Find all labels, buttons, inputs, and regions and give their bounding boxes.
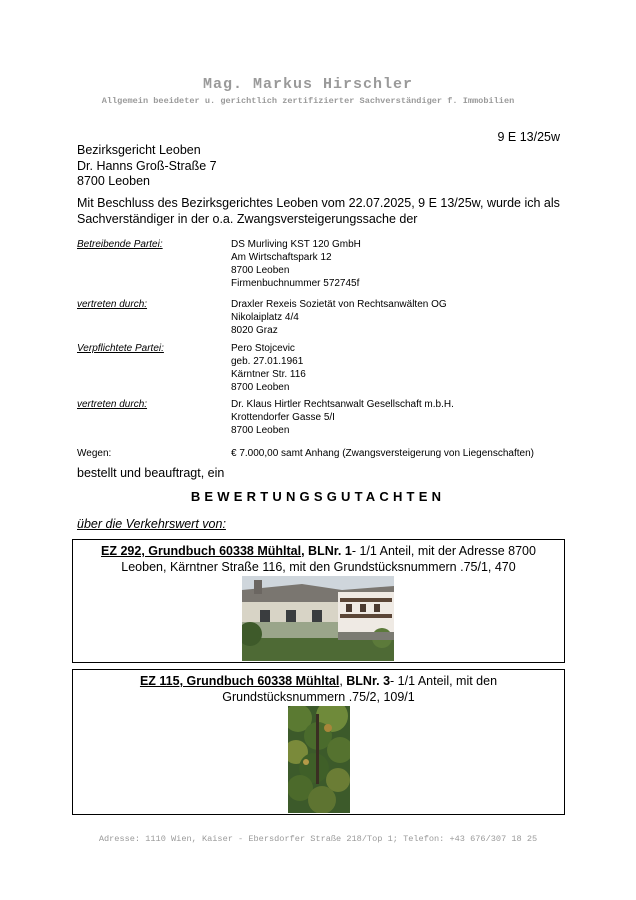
property-description: EZ 115, Grundbuch 60338 Mühltal, BLNr. 3- 1/1 Anteil, mit den Grundstücksnummern .75/2, 109/1 bbox=[139, 674, 498, 704]
party-label: Verpflichtete Partei: bbox=[77, 343, 164, 354]
party-label: vertreten durch: bbox=[77, 399, 148, 410]
house-photo bbox=[242, 576, 394, 661]
party-details bbox=[231, 238, 361, 290]
party-line: Firmenbuchnummer 572745f bbox=[231, 278, 360, 289]
party-line: geb. 27.01.1961 bbox=[231, 356, 304, 367]
party-line: Kärntner Str. 116 bbox=[231, 369, 306, 380]
party-line: Dr. Klaus Hirtler Rechtsanwalt Gesellschaft m.b.H. bbox=[231, 399, 454, 410]
expert-subtitle: Allgemein beeideter u. gerichtlich zertifizierter Sachverständiger f. Immobilien bbox=[101, 96, 515, 106]
court-name: Bezirksgericht Leoben bbox=[77, 143, 201, 157]
court-street: Dr. Hanns Groß-Straße 7 bbox=[77, 158, 217, 173]
case-reference: 9 E 13/25w bbox=[497, 130, 560, 144]
party-line: Pero Stojcevic bbox=[231, 343, 295, 354]
party-label: Betreibende Partei: bbox=[77, 239, 163, 250]
party-line: 8700 Leoben bbox=[231, 265, 290, 276]
document-title: BEWERTUNGSGUTACHTEN bbox=[190, 489, 446, 504]
court-address bbox=[77, 143, 217, 190]
party-line: Draxler Rexeis Sozietät von Rechtsanwälten OG bbox=[231, 299, 447, 310]
property-ez: EZ 115, Grundbuch 60338 Mühltal bbox=[139, 674, 340, 688]
intro-paragraph: Mit Beschluss des Bezirksgerichtes Leoben vom 22.07.2025, 9 E 13/25w, wurde ich als Sachverständiger in der o.a. Zwangsversteigerungssache der bbox=[77, 196, 560, 226]
property-text: - 1/1 Anteil, mit der Adresse 8700 Leoben, Kärntner Straße 116, mit den Grundstücksnummern .75/1, 470 bbox=[121, 544, 536, 574]
property-box-1 bbox=[72, 539, 565, 663]
party-label: vertreten durch: bbox=[77, 299, 148, 310]
garden-photo bbox=[288, 706, 350, 813]
party-line: Am Wirtschaftspark 12 bbox=[231, 252, 332, 263]
property-text: - 1/1 Anteil, mit den Grundstücksnummern .75/2, 109/1 bbox=[222, 674, 498, 704]
party-line: 8700 Leoben bbox=[231, 382, 290, 393]
wegen-label: Wegen: bbox=[77, 448, 112, 459]
party-line: 8700 Leoben bbox=[231, 425, 290, 436]
party-details bbox=[231, 398, 454, 437]
property-ez: EZ 292, Grundbuch 60338 Mühltal bbox=[101, 544, 302, 558]
party-details bbox=[231, 298, 447, 337]
party-details bbox=[231, 342, 306, 394]
property-blnr: BLNr. 1 bbox=[308, 544, 352, 558]
party-line: 8020 Graz bbox=[231, 325, 278, 336]
party-line: DS Murliving KST 120 GmbH bbox=[231, 239, 361, 250]
expert-name: Mag. Markus Hirschler bbox=[202, 76, 414, 93]
court-city: 8700 Leoben bbox=[77, 174, 150, 188]
property-blnr: BLNr. 3 bbox=[346, 674, 391, 688]
party-line: Krottendorfer Gasse 5/I bbox=[231, 412, 335, 423]
ueber-heading: über die Verkehrswert von: bbox=[77, 517, 226, 531]
footer-address: Adresse: 1110 Wien, Kaiser - Ebersdorfer Straße 218/Top 1; Telefon: +43 676/307 18 25 bbox=[98, 834, 538, 844]
bestellt-text: bestellt und beauftragt, ein bbox=[77, 466, 225, 480]
property-box-2 bbox=[72, 669, 565, 815]
party-line: Nikolaiplatz 4/4 bbox=[231, 312, 299, 323]
wegen-value: € 7.000,00 samt Anhang (Zwangsversteigerung von Liegenschaften) bbox=[231, 448, 534, 459]
property-description: EZ 292, Grundbuch 60338 Mühltal, BLNr. 1- 1/1 Anteil, mit der Adresse 8700 Leoben, Kärntner Straße 116, mit den Grundstücksnummern .75/1, 470 bbox=[101, 544, 536, 574]
